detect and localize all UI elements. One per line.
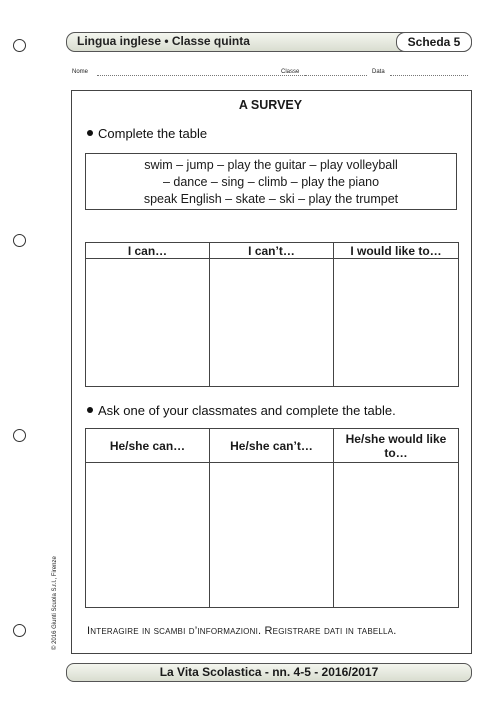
name-label: Nome (72, 69, 89, 75)
col-header-can: I can… (86, 243, 210, 259)
date-label: Data (372, 69, 385, 75)
cell-cant[interactable] (210, 259, 334, 387)
word-box (85, 153, 457, 210)
instruction-2-text: Ask one of your classmates and complete the table. (98, 403, 396, 418)
name-line[interactable] (97, 75, 275, 76)
bullet-icon (87, 130, 93, 136)
table-self (85, 242, 459, 387)
date-line[interactable] (390, 75, 468, 76)
cell-he-would-like[interactable] (334, 463, 459, 608)
word-line-3: speak English – skate – ski – play the trumpet (143, 192, 399, 206)
copyright: © 2016 Giunti Scuola S.r.l., Firenze (52, 556, 58, 650)
col-header-he-can: He/she can… (86, 429, 210, 463)
col-header-would-like: I would like to… (334, 243, 459, 259)
class-line[interactable] (305, 75, 367, 76)
instruction-2 (87, 403, 396, 418)
binder-hole-3 (13, 429, 26, 442)
cell-can[interactable] (86, 259, 210, 387)
cell-he-cant[interactable] (210, 463, 334, 608)
learning-objective: Interagire in scambi d’informazioni. Registrare dati in tabella. (87, 625, 397, 637)
header-subject: Lingua inglese • Classe quinta (77, 34, 250, 48)
instruction-1 (87, 126, 207, 141)
col-header-he-cant: He/she can’t… (210, 429, 334, 463)
col-header-he-would-like: He/she would like to… (334, 429, 459, 463)
cell-would-like[interactable] (334, 259, 459, 387)
word-line-1: swim – jump – play the guitar – play volleyball (144, 158, 398, 172)
binder-hole-2 (13, 234, 26, 247)
instruction-1-text: Complete the table (98, 126, 208, 141)
table-classmate (85, 428, 459, 608)
binder-hole-1 (13, 39, 26, 52)
sheet-badge: Scheda 5 (396, 32, 472, 52)
worksheet-title: A SURVEY (238, 98, 303, 112)
binder-hole-4 (13, 624, 26, 637)
col-header-cant: I can’t… (210, 243, 334, 259)
cell-he-can[interactable] (86, 463, 210, 608)
publication-bar: La Vita Scolastica - nn. 4-5 - 2016/2017 (66, 663, 472, 682)
header-bar (66, 32, 472, 52)
word-line-2: – dance – sing – climb – play the piano (162, 175, 380, 189)
student-fields (70, 69, 470, 79)
bullet-icon (87, 407, 93, 413)
class-label: Classe (281, 69, 300, 75)
